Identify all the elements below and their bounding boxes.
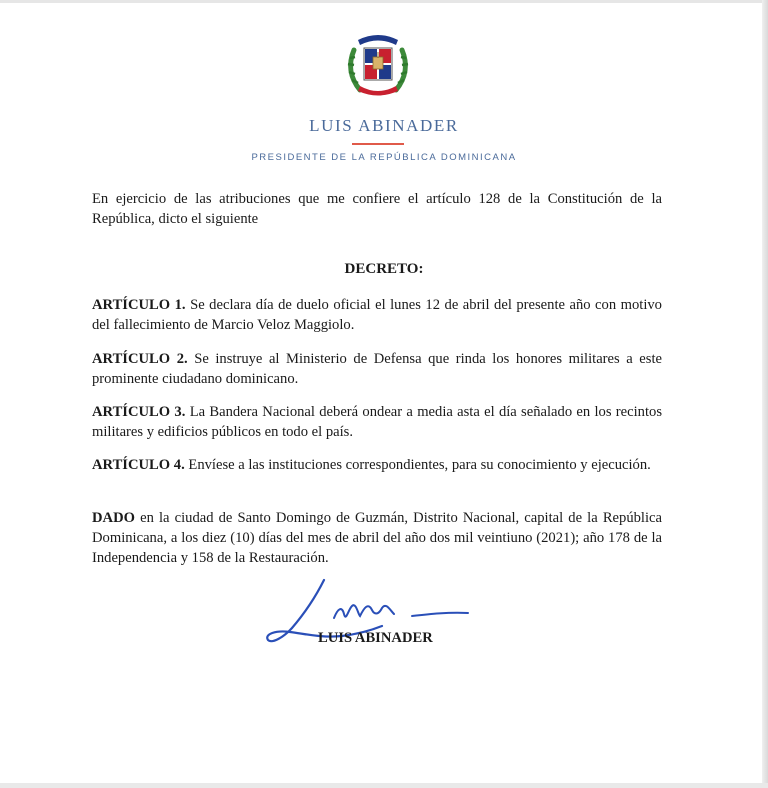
article-1-text: Se declara día de duelo oficial el lunes 12 de abril del presente año con motivo del fallecimiento de Marcio Veloz Maggiolo. <box>92 297 662 333</box>
article-4-label: ARTÍCULO 4. <box>92 457 185 473</box>
article-3-text: La Bandera Nacional deberá ondear a media asta el día señalado en los recintos militares y edificios públicos en todo el país. <box>92 404 662 440</box>
article-4 <box>92 455 662 475</box>
header-subtitle: PRESIDENTE DE LA REPÚBLICA DOMINICANA <box>251 152 517 163</box>
article-2 <box>92 349 662 389</box>
closing-label: DADO <box>92 510 135 526</box>
article-3-label: ARTÍCULO 3. <box>92 404 186 420</box>
header-divider <box>352 143 404 145</box>
coat-of-arms-icon <box>346 28 410 100</box>
closing-paragraph <box>92 508 662 568</box>
page-edge-top <box>0 0 768 3</box>
article-2-text: Se instruye al Ministerio de Defensa que rinda los honores militares a este prominente ciudadano dominicano. <box>92 351 662 387</box>
article-3 <box>92 402 662 442</box>
signer-name: LUIS ABINADER <box>318 630 433 646</box>
closing-text: en la ciudad de Santo Domingo de Guzmán, Distrito Nacional, capital de la República Dominicana, a los diez (10) días del mes de abril del año dos mil veintiuno (2021); año 178 de la Independencia y 158 de la Restauración. <box>92 510 662 566</box>
article-1-label: ARTÍCULO 1. <box>92 297 186 313</box>
preamble-paragraph: En ejercicio de las atribuciones que me confiere el artículo 128 de la Constitución de la República, dicto el siguiente <box>92 191 662 227</box>
page-edge-bottom <box>0 783 768 788</box>
decree-heading: DECRETO: <box>344 261 424 277</box>
article-4-text: Envíese a las instituciones correspondientes, para su conocimiento y ejecución. <box>188 457 651 473</box>
article-1 <box>92 295 662 335</box>
header-name: LUIS ABINADER <box>309 116 459 135</box>
article-2-label: ARTÍCULO 2. <box>92 351 188 367</box>
